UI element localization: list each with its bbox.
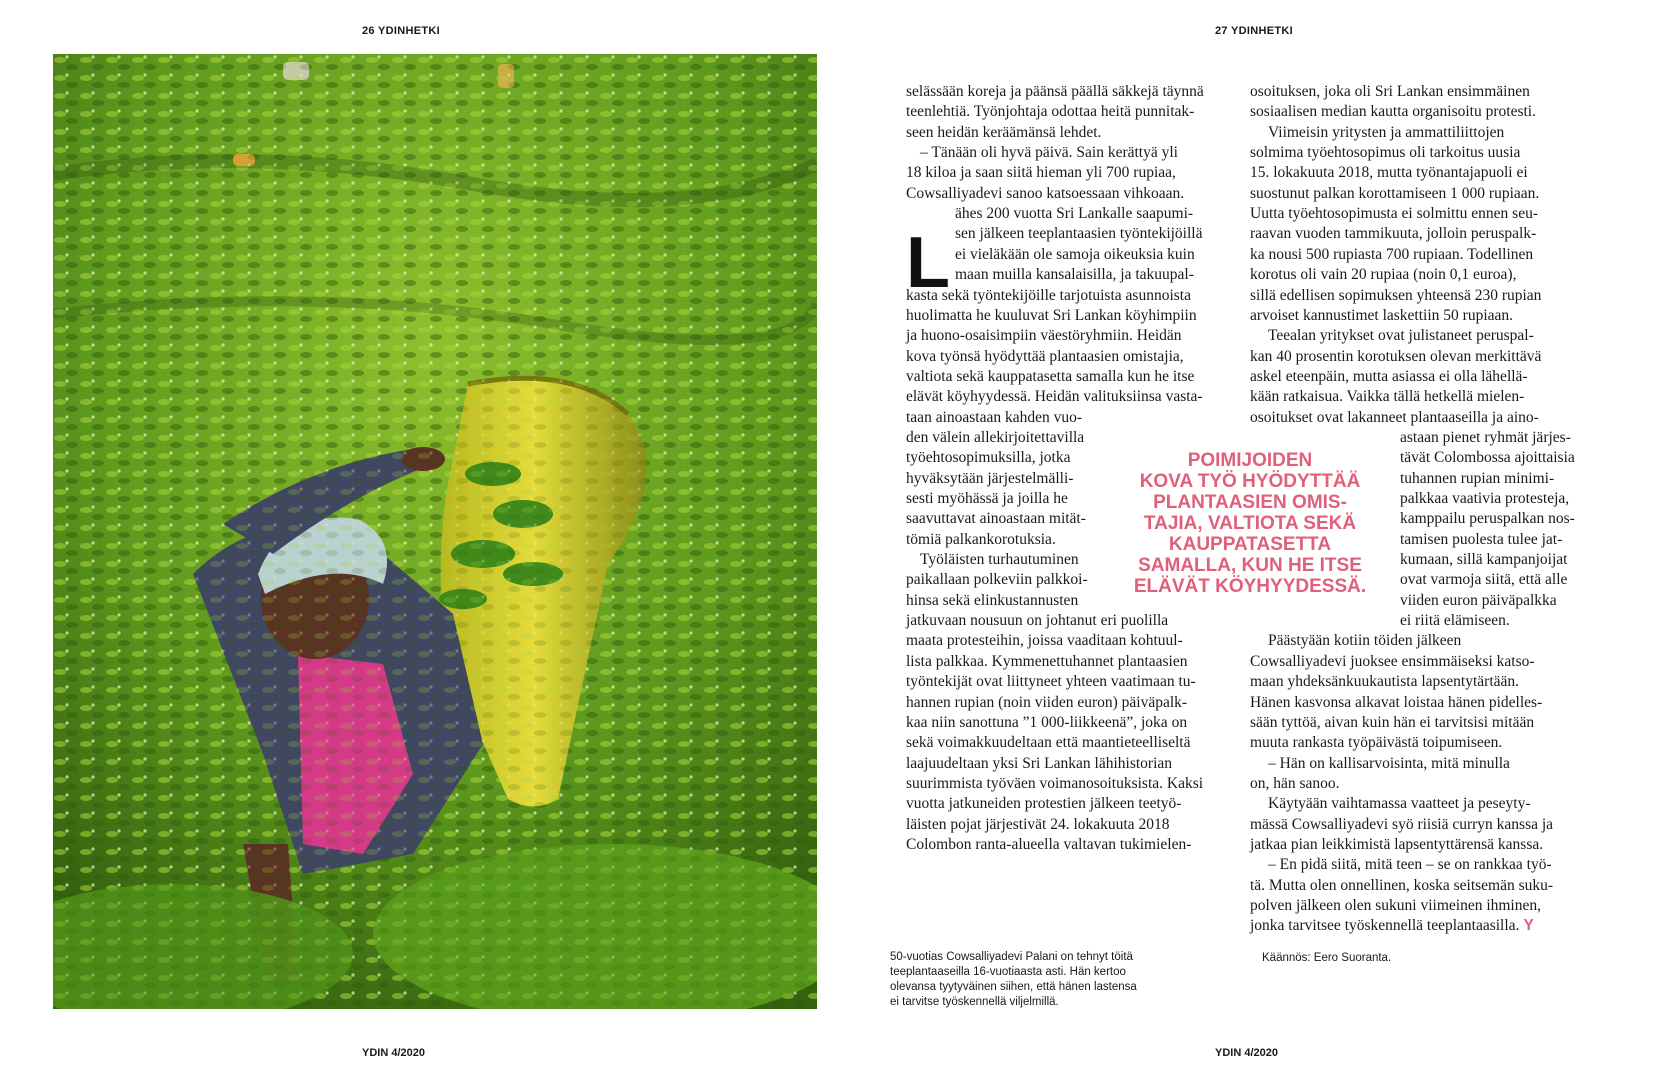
caption-line: olevansa tyytyväinen siihen, että hänen lastensa xyxy=(890,981,1137,993)
text-line: korotus oli vain 20 rupiaa (noin 0,1 euroa), xyxy=(1250,266,1517,284)
text-line: palkkaa vaativia protesteja, xyxy=(1400,490,1570,507)
text-line: jatkuvaan nousuun on johtanut eri puolilla xyxy=(906,612,1169,630)
text-line: Uutta työehtosopimusta ei solmittu ennen seu- xyxy=(1250,205,1538,223)
text-line: hannen rupian (noin viiden euron) päiväpalk- xyxy=(906,693,1188,711)
text-line: selässään koreja ja päänsä päällä säkkejä täynnä xyxy=(906,83,1204,100)
text-line: taan ainoastaan kahden vuo- xyxy=(906,408,1083,426)
text-line: Päästyään kotiin töiden jälkeen xyxy=(1268,632,1462,650)
text-line: ei riitä elämiseen. xyxy=(1400,612,1510,630)
text-line: Viimeisin yritysten ja ammattiliittojen xyxy=(1268,123,1505,141)
text-line: ähes 200 vuotta Sri Lankalle saapumi- xyxy=(955,205,1194,223)
pullquote-line: KOVA TYÖ HYÖDYTTÄÄ xyxy=(1139,471,1361,492)
pullquote-line: KAUPPATASETTA xyxy=(1168,534,1332,555)
text-line: kumaan, sillä kampanjoijat xyxy=(1400,551,1568,569)
text-line: työehtosopimuksilla, jotka xyxy=(906,449,1071,467)
text-line: sen jälkeen teeplantaasien työntekijöillä xyxy=(955,225,1203,243)
text-line: ei vieläkään ole samoja oikeuksia kuin xyxy=(955,245,1195,263)
text-line: tävät Colombossa ajoittaisia xyxy=(1400,449,1575,467)
text-line: sesti myöhässä ja joilla he xyxy=(906,490,1068,507)
text-line: arvoiset kannustimet laskettiin 50 rupiaan. xyxy=(1250,306,1514,324)
text-line: sosiaalisen median kautta organisoitu protesti. xyxy=(1250,103,1536,121)
caption-line: 50-vuotias Cowsalliyadevi Palani on tehnyt töitä xyxy=(890,951,1133,963)
pullquote-line: POIMIJOIDEN xyxy=(1187,450,1313,471)
text-line: tuhannen rupian minimi- xyxy=(1400,469,1555,487)
text-line: 18 kiloa ja saan siitä hieman yli 700 rupiaa, xyxy=(906,164,1176,182)
text-line: laajuudeltaan yksi Sri Lankan lähihistorian xyxy=(906,754,1173,772)
text-line: on, hän sanoo. xyxy=(1250,774,1340,792)
text-line: tä. Mutta olen onnellinen, koska seitsemän suku- xyxy=(1250,876,1554,894)
text-line: paikallaan polkeviin palkkoi- xyxy=(906,571,1088,589)
photo-caption xyxy=(890,950,1180,1010)
text-line: tamisen puolesta tulee jat- xyxy=(1400,530,1563,548)
pull-quote xyxy=(1130,450,1370,597)
text-line: 15. lokakuuta 2018, mutta työnantajapuoli ei xyxy=(1250,164,1528,182)
text-line: vuotta jatkuneiden protestien jälkeen teetyö- xyxy=(906,795,1182,813)
text-line: kova työnsä hyödyttää plantaasien omistajia, xyxy=(906,347,1184,365)
text-line: sään tyttöä, aivan kuin hän ei tarvitsisi mitään xyxy=(1250,713,1535,731)
translator-credit: Käännös: Eero Suoranta. xyxy=(1262,952,1392,964)
caption-line: ei tarvitse työskennellä viljelmillä. xyxy=(890,996,1059,1008)
drop-cap: L xyxy=(906,223,950,303)
text-line: saavuttavat ainoastaan mität- xyxy=(906,510,1086,528)
text-line: jonka tarvitsee työskennellä teeplantaasilla. Y xyxy=(1250,917,1534,935)
text-line: ovat varmoja siitä, että alle xyxy=(1400,571,1568,589)
text-line: polven jälkeen olen sukuni viimeinen ihminen, xyxy=(1250,897,1541,914)
text-line: muuta rankasta työpäivästä toipumiseen. xyxy=(1250,734,1503,752)
text-line: ja huono-osaisimpiin väestöryhmiin. Heidän xyxy=(906,327,1182,345)
text-line: mässä Cowsalliyadevi syö riisiä curryn kanssa ja xyxy=(1250,815,1554,833)
text-line: huolimatta he kuuluvat Sri Lankan köyhimpiin xyxy=(906,306,1197,324)
text-line: Käytyään vaihtamassa vaatteet ja peseyty- xyxy=(1268,795,1531,813)
text-line: suurimmista työväen voimanosoituksista. Kaksi xyxy=(906,774,1204,792)
text-line: maan muilla kansalaisilla, ja takuupal- xyxy=(955,266,1194,284)
text-line: osoitukset ovat lakanneet plantaaseilla ja aino- xyxy=(1250,408,1539,426)
text-line: kan 40 prosentin korotuksen olevan merkittävä xyxy=(1250,347,1542,365)
text-line: sekä voimakkuudeltaan että maantieteelliseltä xyxy=(906,734,1191,752)
text-line: teenlehtiä. Työnjohtaja odottaa heitä punnitak- xyxy=(906,103,1195,121)
text-line: kasta sekä työntekijöille tarjotuista asunnoista xyxy=(906,286,1191,304)
text-line: tömiä palkankorotuksia. xyxy=(906,530,1056,548)
text-line: kaa niin sanottuna ”1 000-liikkeenä”, joka on xyxy=(906,713,1188,731)
text-line: työntekijät ovat liittyneet yhteen vaatimaan tu- xyxy=(906,673,1196,691)
right-page-header: 27 YDINHETKI xyxy=(1215,25,1293,37)
right-page-footer: YDIN 4/2020 xyxy=(1215,1047,1278,1059)
text-line: kään ratkaisua. Vaikka tällä hetkellä mielen- xyxy=(1250,388,1525,406)
text-line: hyväksytään järjestelmälli- xyxy=(906,469,1074,487)
text-line: osoituksen, joka oli Sri Lankan ensimmäinen xyxy=(1250,83,1530,100)
text-line: Hänen kasvonsa alkavat loistaa hänen pidelles- xyxy=(1250,693,1543,711)
text-line: solmima työehtosopimus oli tarkoitus uusia xyxy=(1250,144,1521,162)
text-line: hinsa sekä elinkustannusten xyxy=(906,591,1079,609)
text-line: lista palkkaa. Kymmenettuhannet plantaasien xyxy=(906,652,1188,670)
pullquote-line: ELÄVÄT KÖYHYYDESSÄ. xyxy=(1133,576,1367,597)
text-line: suostunut palkan korottamiseen 1 000 rupiaan. xyxy=(1250,184,1540,202)
text-line: sillä edellisen sopimuksen yhteensä 230 rupian xyxy=(1250,286,1542,304)
text-line: askel eteenpäin, mutta asiassa ei olla lähellä- xyxy=(1250,367,1528,385)
text-line: Työläisten turhautuminen xyxy=(920,551,1079,569)
text-line: den välein allekirjoitettavilla xyxy=(906,428,1085,446)
text-line: – Tänään oli hyvä päivä. Sain kerättyä yli xyxy=(920,144,1178,162)
text-line: jatkaa pian leikkimistä lapsentyttärensä kanssa. xyxy=(1250,835,1544,853)
text-line: maata protesteihin, joissa vaaditaan kohtuul- xyxy=(906,632,1183,650)
text-line: Cowsalliyadevi sanoo katsoessaan vihkoaan. xyxy=(906,184,1185,202)
text-line: raavan vuoden tammikuuta, jolloin peruspalk- xyxy=(1250,225,1537,243)
text-line: astaan pienet ryhmät järjes- xyxy=(1400,428,1571,446)
text-line: valtiota sekä kauppatasetta samalla kun he itse xyxy=(906,367,1195,385)
pullquote-line: SAMALLA, KUN HE ITSE xyxy=(1138,555,1362,576)
caption-line: teeplantaaseilla 16-vuotiaasta asti. Hän kertoo xyxy=(890,966,1126,978)
text-line: – En pidä siitä, mitä teen – se on rankkaa työ- xyxy=(1268,856,1552,874)
left-page-header: 26 YDINHETKI xyxy=(362,25,440,37)
text-line: seen heidän keräämänsä lehdet. xyxy=(906,123,1102,141)
text-line: maan yhdeksänkuukautista lapsentytärtään. xyxy=(1250,673,1520,691)
tea-picker-photo xyxy=(53,54,817,1009)
text-line: kamppailu peruspalkan nos- xyxy=(1400,510,1575,528)
text-line: ka nousi 500 rupiasta 700 rupiaan. Todellinen xyxy=(1250,245,1534,263)
end-mark: Y xyxy=(1519,917,1534,935)
text-line: viiden euron päiväpalkka xyxy=(1400,591,1557,609)
left-page-footer: YDIN 4/2020 xyxy=(362,1047,425,1059)
text-line: – Hän on kallisarvoisinta, mitä minulla xyxy=(1268,754,1510,772)
pullquote-line: TAJIA, VALTIOTA SEKÄ xyxy=(1143,513,1357,534)
text-line: elävät köyhyydessä. Heidän valituksiinsa vasta- xyxy=(906,388,1203,406)
text-line: Colombon ranta-alueella valtavan tukimielen- xyxy=(906,835,1192,853)
pullquote-line: PLANTAASIEN OMIS- xyxy=(1153,492,1347,513)
text-line: läisten pojat järjestivät 24. lokakuuta 2018 xyxy=(906,815,1170,833)
text-line: Teealan yritykset ovat julistaneet peruspal- xyxy=(1268,327,1534,345)
text-line: Cowsalliyadevi juoksee ensimmäiseksi katso- xyxy=(1250,652,1535,670)
